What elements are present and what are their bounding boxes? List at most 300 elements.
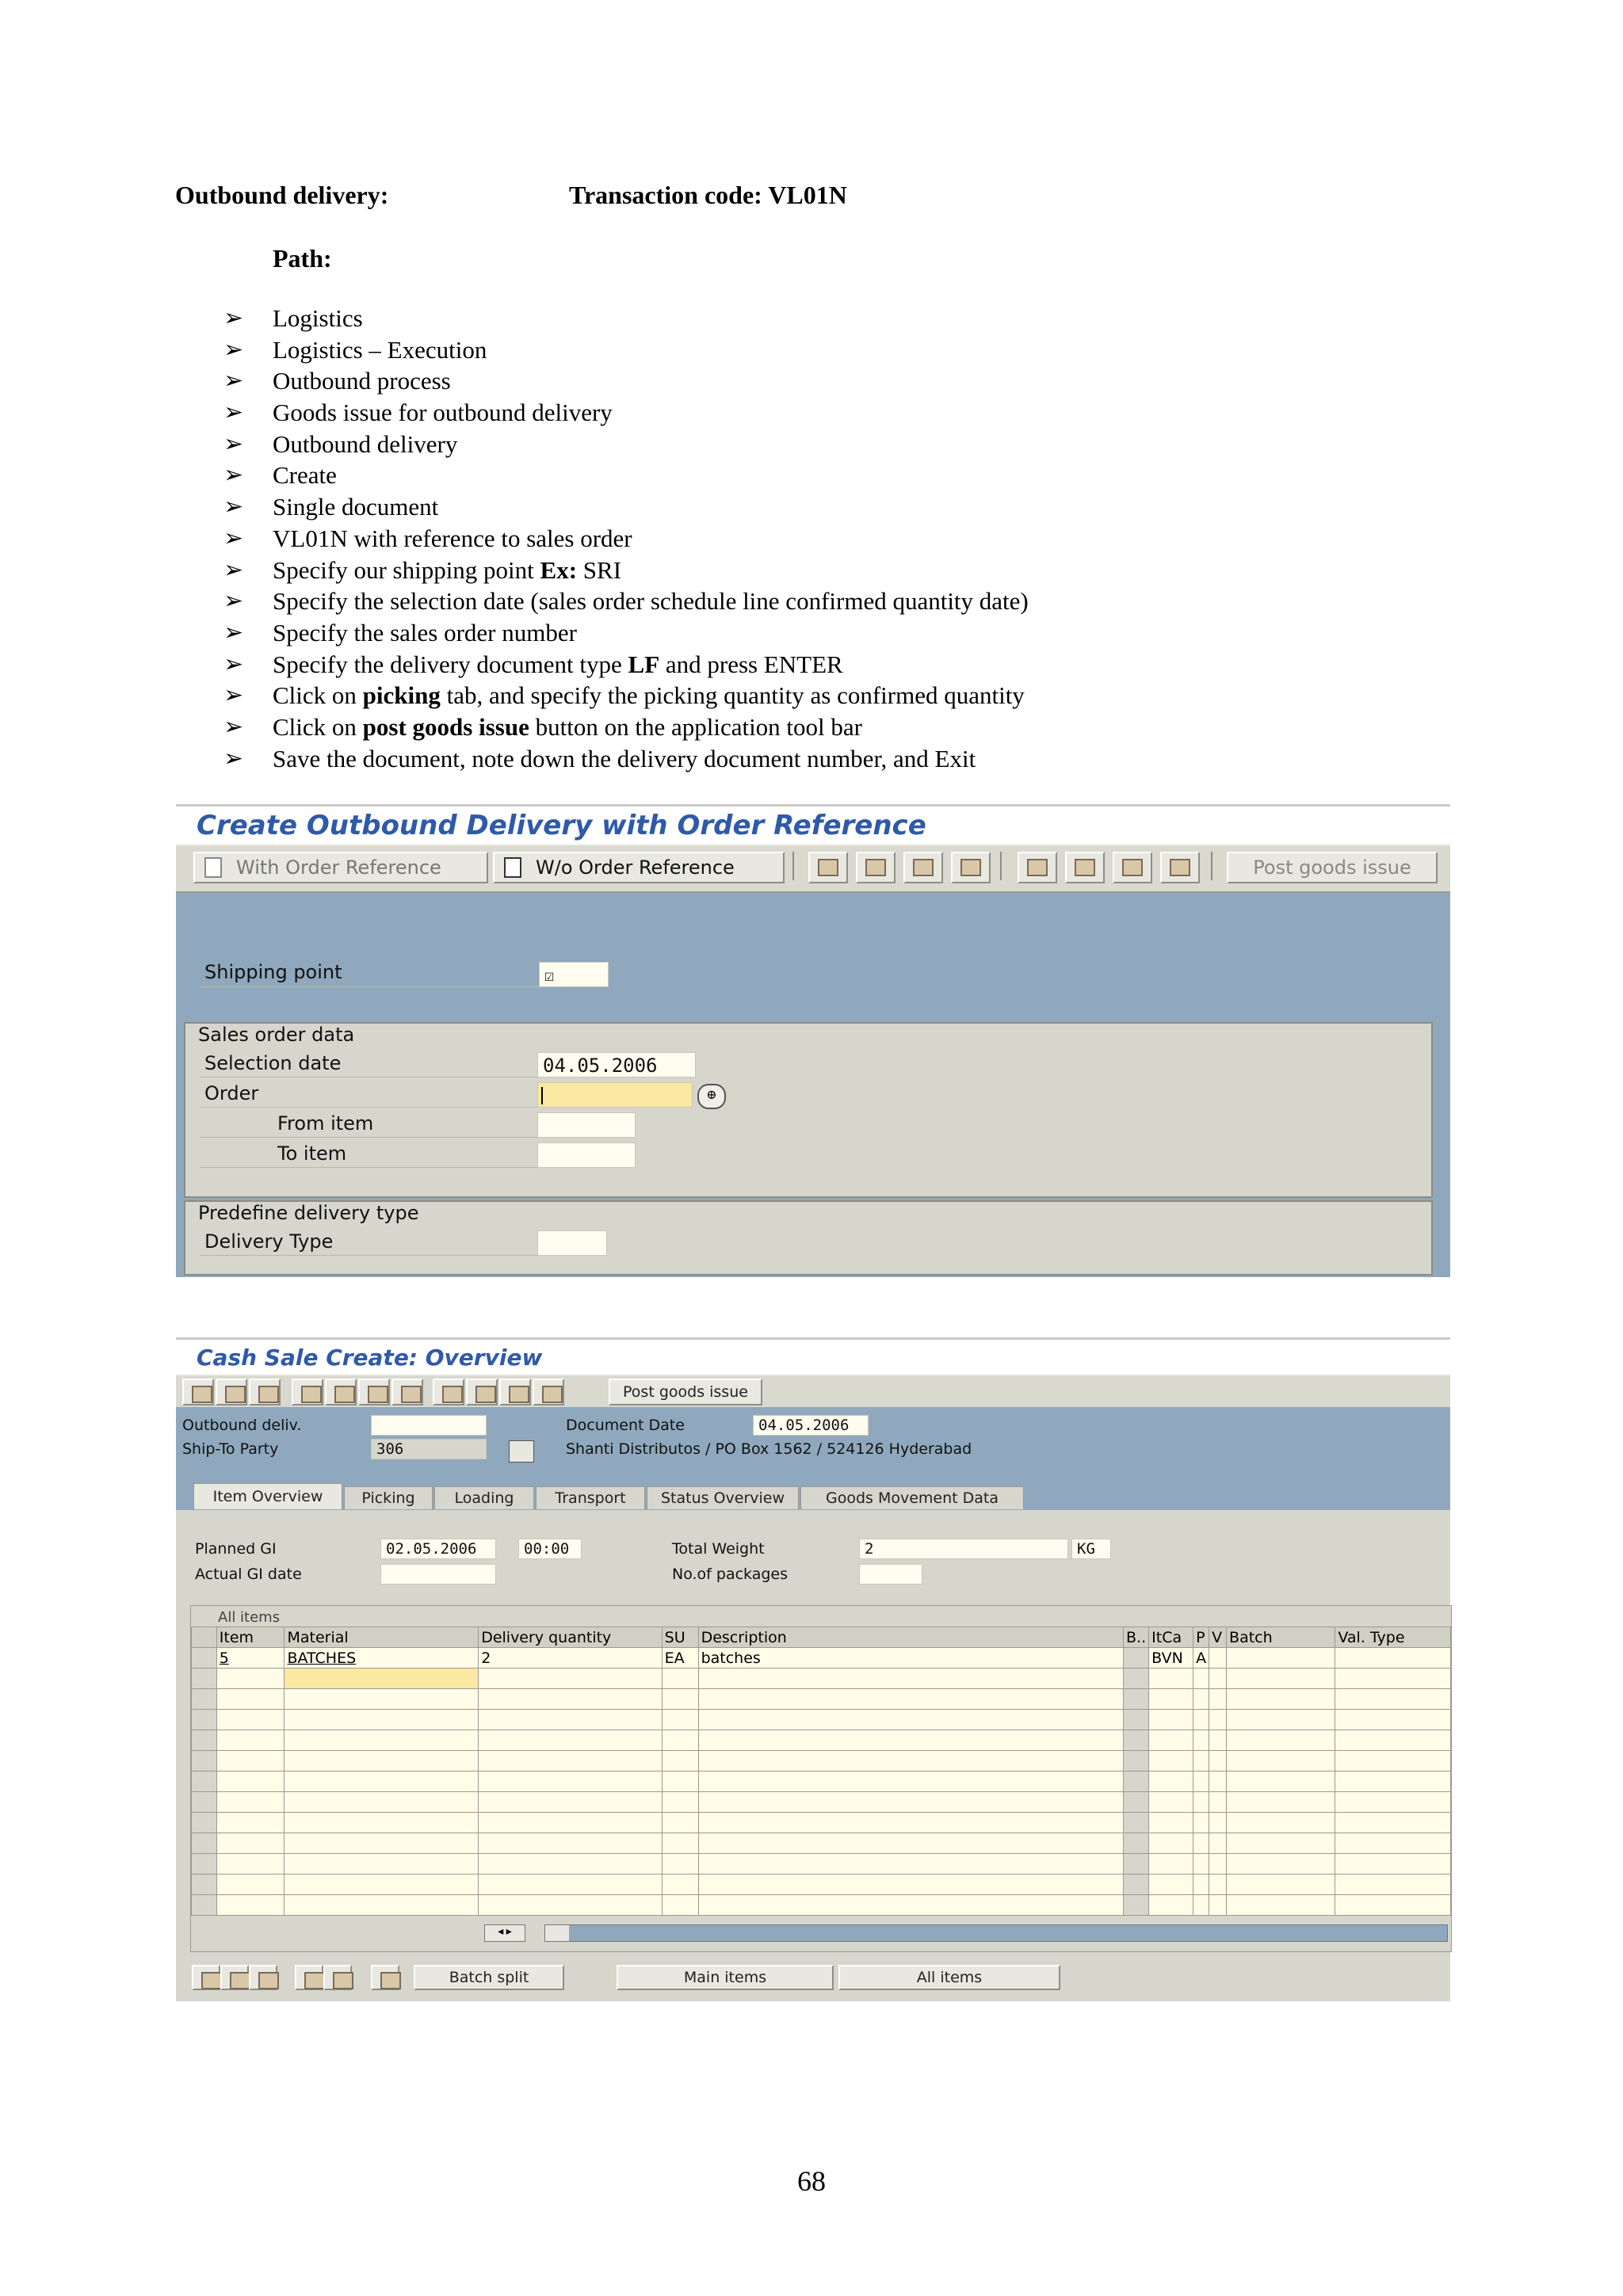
table-cell[interactable] [1149, 1875, 1193, 1895]
ship-to-address: Shanti Distributos / PO Box 1562 / 524126 Hyderabad [566, 1440, 972, 1458]
selection-date-label: Selection date [204, 1052, 342, 1074]
table-cell[interactable] [1227, 1833, 1335, 1854]
table-cell[interactable] [662, 1833, 698, 1854]
partner-icon[interactable] [856, 852, 896, 883]
table-cell[interactable] [1227, 1813, 1335, 1833]
table-cell[interactable] [1335, 1669, 1451, 1689]
document-date-label: Document Date [566, 1417, 685, 1434]
table-cell[interactable] [1193, 1854, 1209, 1875]
table-cell[interactable] [1227, 1854, 1335, 1875]
planned-gi-label: Planned GI [195, 1540, 277, 1558]
table-cell[interactable] [1209, 1895, 1227, 1916]
table-cell[interactable] [1335, 1792, 1451, 1813]
column-header[interactable]: ItCa [1149, 1627, 1193, 1648]
table-cell[interactable] [698, 1792, 1123, 1813]
table-cell[interactable] [1209, 1854, 1227, 1875]
table-cell[interactable] [698, 1895, 1123, 1916]
column-header[interactable]: Delivery quantity [479, 1627, 662, 1648]
table-cell[interactable] [1149, 1730, 1193, 1751]
table-cell[interactable] [1124, 1813, 1149, 1833]
table-cell[interactable] [479, 1792, 662, 1813]
copy-icon[interactable] [808, 852, 848, 883]
table-row[interactable] [192, 1730, 1451, 1751]
table-cell[interactable] [1149, 1792, 1193, 1813]
path-step [223, 491, 1412, 523]
delete-icon[interactable] [249, 1379, 281, 1405]
table-cell[interactable] [479, 1710, 662, 1730]
table-cell[interactable] [216, 1772, 285, 1792]
to-item-input[interactable] [537, 1142, 636, 1168]
table-cell[interactable] [285, 1813, 479, 1833]
path-step [223, 585, 1412, 617]
screen-title: Cash Sale Create: Overview [197, 1344, 543, 1371]
table-cell[interactable] [1124, 1730, 1149, 1751]
table-cell[interactable] [662, 1854, 698, 1875]
column-header[interactable]: P [1193, 1627, 1209, 1648]
tab-status-overview[interactable]: Status Overview [647, 1486, 799, 1509]
path-step-text: Logistics – Execution [273, 335, 487, 364]
row-selector[interactable] [192, 1710, 217, 1730]
shipping-point-label: Shipping point [204, 961, 342, 983]
table-cell[interactable] [1335, 1895, 1451, 1916]
total-weight-value[interactable]: 2 [859, 1539, 1068, 1559]
table-cell[interactable] [216, 1730, 285, 1751]
hierarchy-icon[interactable] [216, 1379, 247, 1405]
table-cell[interactable] [1209, 1792, 1227, 1813]
outbound-delivery-input[interactable] [371, 1415, 487, 1436]
table-cell[interactable] [1209, 1875, 1227, 1895]
table-cell[interactable] [1209, 1772, 1227, 1792]
column-header[interactable]: Description [698, 1627, 1123, 1648]
table-cell[interactable] [1193, 1833, 1209, 1854]
picking-icon[interactable] [433, 1379, 464, 1405]
column-header[interactable]: Item [216, 1627, 285, 1648]
post-goods-issue-button[interactable]: Post goods issue [1227, 852, 1438, 883]
tab-goods-movement-data[interactable]: Goods Movement Data [800, 1486, 1024, 1509]
loading-icon[interactable] [466, 1379, 498, 1405]
table-cell[interactable] [1335, 1648, 1451, 1669]
from-item-label: From item [277, 1112, 374, 1135]
table-row[interactable] [192, 1772, 1451, 1792]
table-cell[interactable] [662, 1669, 698, 1689]
table-cell[interactable] [1335, 1833, 1451, 1854]
table-cell[interactable] [1227, 1689, 1335, 1710]
table-cell[interactable] [662, 1895, 698, 1916]
path-step [223, 429, 1412, 460]
table-cell[interactable]: 2 [479, 1648, 662, 1669]
table-cell[interactable] [698, 1710, 1123, 1730]
table-cell[interactable] [1193, 1895, 1209, 1916]
post-goods-issue-button[interactable]: Post goods issue [609, 1379, 762, 1405]
table-cell[interactable] [698, 1689, 1123, 1710]
table-cell[interactable] [216, 1792, 285, 1813]
table-cell[interactable] [1149, 1813, 1193, 1833]
table-cell[interactable] [1193, 1772, 1209, 1792]
table-cell[interactable] [1193, 1730, 1209, 1751]
table-cell[interactable] [1149, 1710, 1193, 1730]
from-item-input[interactable] [537, 1112, 636, 1138]
table-cell[interactable] [698, 1813, 1123, 1833]
table-cell[interactable] [1227, 1648, 1335, 1669]
screen-title-bar [176, 1337, 1450, 1375]
row-selector[interactable] [192, 1751, 217, 1772]
items-table-container [190, 1605, 1452, 1952]
table-cell[interactable] [285, 1710, 479, 1730]
table-cell[interactable] [698, 1875, 1123, 1895]
arrow-bullet-icon: ➢ [223, 650, 244, 677]
table-cell[interactable] [1209, 1669, 1227, 1689]
table-cell[interactable]: batches [698, 1648, 1123, 1669]
table-cell[interactable] [1335, 1751, 1451, 1772]
table-cell[interactable] [216, 1689, 285, 1710]
table-cell[interactable] [1124, 1854, 1149, 1875]
table-cell[interactable] [1227, 1895, 1335, 1916]
select-all-icon[interactable] [220, 1965, 249, 1990]
column-header[interactable]: Val. Type [1335, 1627, 1451, 1648]
table-cell[interactable] [1149, 1689, 1193, 1710]
document-icon [504, 857, 521, 878]
address-icon[interactable] [509, 1440, 534, 1463]
deselect-all-icon[interactable] [249, 1965, 277, 1990]
table-cell[interactable] [1227, 1772, 1335, 1792]
table-cell[interactable]: EA [662, 1648, 698, 1669]
total-weight-unit[interactable]: KG [1071, 1539, 1111, 1559]
table-row[interactable] [192, 1648, 1451, 1669]
path-step-text: Save the document, note down the delivery document number, and Exit [273, 744, 976, 772]
table-cell[interactable] [1227, 1730, 1335, 1751]
table-cell[interactable] [285, 1669, 479, 1689]
tab-item-overview[interactable]: Item Overview [193, 1483, 342, 1509]
table-cell[interactable] [479, 1895, 662, 1916]
arrow-bullet-icon: ➢ [223, 399, 244, 426]
table-cell[interactable] [1124, 1792, 1149, 1813]
table-cell[interactable] [1209, 1689, 1227, 1710]
arrow-bullet-icon: ➢ [223, 713, 244, 740]
table-cell[interactable] [1193, 1875, 1209, 1895]
table-row[interactable] [192, 1875, 1451, 1895]
table-cell[interactable] [1124, 1710, 1149, 1730]
path-step [223, 680, 1412, 711]
table-row[interactable] [192, 1833, 1451, 1854]
table-cell[interactable] [698, 1854, 1123, 1875]
application-toolbar [176, 844, 1450, 893]
transport-icon[interactable] [499, 1379, 531, 1405]
table-cell[interactable] [216, 1833, 285, 1854]
picking-icon[interactable] [1018, 852, 1057, 883]
table-cell[interactable] [1124, 1689, 1149, 1710]
table-cell[interactable] [1335, 1854, 1451, 1875]
path-step-text: tab, and specify the picking quantity as confirmed quantity [440, 681, 1025, 710]
print-icon[interactable] [358, 1379, 390, 1405]
details-icon[interactable] [192, 1965, 220, 1990]
wo-order-reference-label: W/o Order Reference [536, 856, 735, 879]
path-step-text: SRI [577, 555, 622, 584]
arrow-bullet-icon: ➢ [223, 336, 244, 363]
table-cell[interactable] [285, 1792, 479, 1813]
table-cell[interactable] [285, 1875, 479, 1895]
loading-icon[interactable] [1065, 852, 1105, 883]
path-step-text: Outbound process [273, 367, 451, 395]
search-help-icon[interactable]: ⊕ [697, 1084, 726, 1109]
main-items-button[interactable]: Main items [617, 1965, 834, 1990]
table-cell[interactable] [662, 1875, 698, 1895]
table-row[interactable] [192, 1854, 1451, 1875]
row-selector[interactable] [192, 1669, 217, 1689]
path-step-emphasis: post goods issue [362, 712, 529, 741]
arrow-bullet-icon: ➢ [223, 430, 244, 457]
table-cell[interactable] [1335, 1772, 1451, 1792]
edit-icon[interactable] [182, 1379, 214, 1405]
table-row[interactable] [192, 1669, 1451, 1689]
planned-gi-date[interactable]: 02.05.2006 [380, 1539, 496, 1559]
actual-gi-label: Actual GI date [195, 1566, 302, 1583]
table-cell[interactable] [216, 1875, 285, 1895]
table-cell[interactable] [479, 1854, 662, 1875]
row-selector[interactable] [192, 1813, 217, 1833]
table-cell[interactable] [1227, 1710, 1335, 1730]
table-cell[interactable] [1227, 1669, 1335, 1689]
transport-icon[interactable] [1113, 852, 1152, 883]
transaction-code-heading: Transaction code: VL01N [569, 181, 847, 209]
column-header[interactable]: B.. [1124, 1627, 1149, 1648]
row-selector[interactable] [192, 1772, 217, 1792]
path-step-text: button on the application tool bar [529, 712, 862, 741]
ship-to-party-label: Ship-To Party [182, 1440, 279, 1458]
arrow-bullet-icon: ➢ [223, 745, 244, 772]
table-cell[interactable] [698, 1751, 1123, 1772]
table-cell[interactable] [1124, 1648, 1149, 1669]
path-step [223, 460, 1412, 491]
table-cell[interactable] [1193, 1792, 1209, 1813]
table-cell[interactable] [1209, 1751, 1227, 1772]
table-cell[interactable] [216, 1895, 285, 1916]
order-input[interactable] [537, 1082, 693, 1108]
actual-gi-input[interactable] [380, 1564, 496, 1585]
table-cell[interactable] [1193, 1669, 1209, 1689]
table-cell[interactable] [479, 1669, 662, 1689]
table-cell[interactable] [479, 1751, 662, 1772]
table-row[interactable] [192, 1813, 1451, 1833]
table-row[interactable] [192, 1792, 1451, 1813]
document-date-value[interactable]: 04.05.2006 [753, 1415, 869, 1436]
scroll-left-right-buttons[interactable]: ◂ ▸ [484, 1924, 525, 1942]
packages-input[interactable] [859, 1564, 922, 1585]
change-icon[interactable] [391, 1379, 423, 1405]
path-step [223, 711, 1412, 743]
table-cell[interactable] [1124, 1751, 1149, 1772]
table-cell[interactable] [216, 1669, 285, 1689]
table-cell[interactable] [1335, 1813, 1451, 1833]
arrow-bullet-icon: ➢ [223, 368, 244, 395]
table-cell[interactable] [216, 1854, 285, 1875]
path-step-text: Click on [273, 681, 363, 710]
arrow-bullet-icon: ➢ [223, 682, 244, 709]
row-selector[interactable] [192, 1875, 217, 1895]
table-cell[interactable] [698, 1833, 1123, 1854]
table-row[interactable] [192, 1895, 1451, 1916]
path-step-text: Specify the sales order number [273, 618, 577, 646]
table-cell[interactable] [1209, 1648, 1227, 1669]
table-cell[interactable] [1149, 1833, 1193, 1854]
table-cell[interactable] [285, 1730, 479, 1751]
table-cell[interactable] [1124, 1875, 1149, 1895]
table-cell[interactable] [1335, 1689, 1451, 1710]
table-cell[interactable] [285, 1854, 479, 1875]
planned-gi-time[interactable]: 00:00 [518, 1539, 582, 1559]
table-cell[interactable] [1124, 1772, 1149, 1792]
insert-row-icon[interactable] [295, 1965, 323, 1990]
tab-loading[interactable]: Loading [434, 1486, 534, 1509]
selection-date-input[interactable]: 04.05.2006 [537, 1052, 696, 1077]
section-heading: Outbound delivery: [175, 181, 389, 209]
items-table [191, 1627, 1451, 1916]
table-cell[interactable] [698, 1669, 1123, 1689]
arrow-bullet-icon: ➢ [223, 494, 244, 521]
column-header[interactable]: Material [285, 1627, 479, 1648]
to-item-label: To item [277, 1142, 347, 1165]
table-cell[interactable] [216, 1751, 285, 1772]
path-step [223, 743, 1412, 775]
table-row[interactable] [192, 1710, 1451, 1730]
copy-icon[interactable] [292, 1379, 323, 1405]
path-step-text: Create [273, 461, 337, 490]
table-row[interactable] [192, 1689, 1451, 1710]
table-cell[interactable] [285, 1751, 479, 1772]
table-cell[interactable] [1193, 1710, 1209, 1730]
table-cell[interactable] [1335, 1730, 1451, 1751]
table-cell[interactable] [479, 1689, 662, 1710]
table-cell[interactable]: 5 [216, 1648, 285, 1669]
arrow-bullet-icon: ➢ [223, 462, 244, 489]
wo-order-reference-button[interactable] [493, 852, 785, 883]
table-cell[interactable] [662, 1772, 698, 1792]
table-cell[interactable]: BATCHES [285, 1648, 479, 1669]
path-step [223, 523, 1412, 555]
horizontal-scrollbar[interactable] [544, 1924, 1448, 1942]
table-cell[interactable] [662, 1710, 698, 1730]
table-cell[interactable] [1227, 1751, 1335, 1772]
delete-row-icon[interactable] [323, 1965, 352, 1990]
row-selector[interactable] [192, 1648, 217, 1669]
table-cell[interactable] [662, 1751, 698, 1772]
table-cell[interactable] [1124, 1833, 1149, 1854]
table-cell[interactable] [1149, 1751, 1193, 1772]
table-cell[interactable] [479, 1875, 662, 1895]
row-selector[interactable] [192, 1854, 217, 1875]
table-cell[interactable] [662, 1792, 698, 1813]
tab-transport[interactable]: Transport [536, 1486, 645, 1509]
select-header [192, 1627, 217, 1648]
table-cell[interactable] [479, 1730, 662, 1751]
screen-title: Create Outbound Delivery with Order Reference [197, 810, 926, 841]
table-cell[interactable] [1124, 1895, 1149, 1916]
path-step-emphasis: Ex: [540, 555, 578, 584]
table-cell[interactable] [1227, 1875, 1335, 1895]
column-header[interactable]: V [1209, 1627, 1227, 1648]
table-cell[interactable] [1193, 1689, 1209, 1710]
scrollbar-thumb[interactable] [545, 1925, 569, 1941]
all-items-button[interactable]: All items [838, 1965, 1060, 1990]
table-cell[interactable] [662, 1813, 698, 1833]
table-cell[interactable] [662, 1730, 698, 1751]
row-selector[interactable] [192, 1730, 217, 1751]
arrow-bullet-icon: ➢ [223, 305, 244, 331]
table-cell[interactable] [1227, 1792, 1335, 1813]
table-cell[interactable] [285, 1895, 479, 1916]
batch-split-button[interactable]: Batch split [414, 1965, 564, 1990]
path-step [223, 397, 1412, 429]
table-cell[interactable] [1149, 1669, 1193, 1689]
sales-order-data-title: Sales order data [198, 1024, 355, 1046]
table-cell[interactable] [698, 1730, 1123, 1751]
table-cell[interactable] [662, 1689, 698, 1710]
configure-icon[interactable] [371, 1965, 399, 1990]
change-icon[interactable] [951, 852, 991, 883]
print-icon[interactable] [903, 852, 943, 883]
table-cell[interactable]: A [1193, 1648, 1209, 1669]
column-header[interactable]: Batch [1227, 1627, 1335, 1648]
table-cell[interactable] [1209, 1710, 1227, 1730]
table-cell[interactable] [1335, 1710, 1451, 1730]
column-header[interactable]: SU [662, 1627, 698, 1648]
row-selector[interactable] [192, 1833, 217, 1854]
bottom-toolbar [176, 1962, 1450, 2001]
table-cell[interactable]: BVN [1149, 1648, 1193, 1669]
status-icon[interactable] [1160, 852, 1200, 883]
tab-picking[interactable]: Picking [344, 1486, 433, 1509]
table-cell[interactable] [1209, 1833, 1227, 1854]
table-cell[interactable] [285, 1689, 479, 1710]
row-selector[interactable] [192, 1689, 217, 1710]
order-label: Order [204, 1082, 259, 1104]
table-cell[interactable] [285, 1772, 479, 1792]
table-cell[interactable] [1124, 1669, 1149, 1689]
path-step [223, 649, 1412, 681]
table-cell[interactable] [1193, 1813, 1209, 1833]
table-cell[interactable] [216, 1710, 285, 1730]
table-cell[interactable] [479, 1813, 662, 1833]
path-step-emphasis: picking [362, 681, 441, 710]
row-selector[interactable] [192, 1895, 217, 1916]
table-cell[interactable] [698, 1772, 1123, 1792]
ship-to-party-value: 306 [371, 1439, 487, 1459]
total-weight-label: Total Weight [672, 1540, 765, 1558]
shipping-point-input[interactable] [539, 962, 609, 987]
table-cell[interactable] [216, 1813, 285, 1833]
table-cell[interactable] [1149, 1854, 1193, 1875]
table-cell[interactable] [1335, 1875, 1451, 1895]
table-cell[interactable] [1209, 1813, 1227, 1833]
path-step-text: Click on [273, 712, 363, 741]
table-cell[interactable] [1149, 1895, 1193, 1916]
delivery-type-input[interactable] [537, 1230, 607, 1256]
table-cell[interactable] [1209, 1730, 1227, 1751]
table-cell[interactable] [1149, 1772, 1193, 1792]
path-label: Path: [273, 244, 332, 273]
with-order-reference-button[interactable] [193, 852, 488, 883]
status-icon[interactable] [533, 1379, 564, 1405]
partner-icon[interactable] [325, 1379, 357, 1405]
table-cell[interactable] [285, 1833, 479, 1854]
table-cell[interactable] [479, 1772, 662, 1792]
table-row[interactable] [192, 1751, 1451, 1772]
table-cell[interactable] [479, 1833, 662, 1854]
screen-title-bar [176, 804, 1450, 845]
delivery-type-label: Delivery Type [204, 1230, 334, 1253]
packages-label: No.of packages [672, 1566, 789, 1583]
row-selector[interactable] [192, 1792, 217, 1813]
table-cell[interactable] [1193, 1751, 1209, 1772]
